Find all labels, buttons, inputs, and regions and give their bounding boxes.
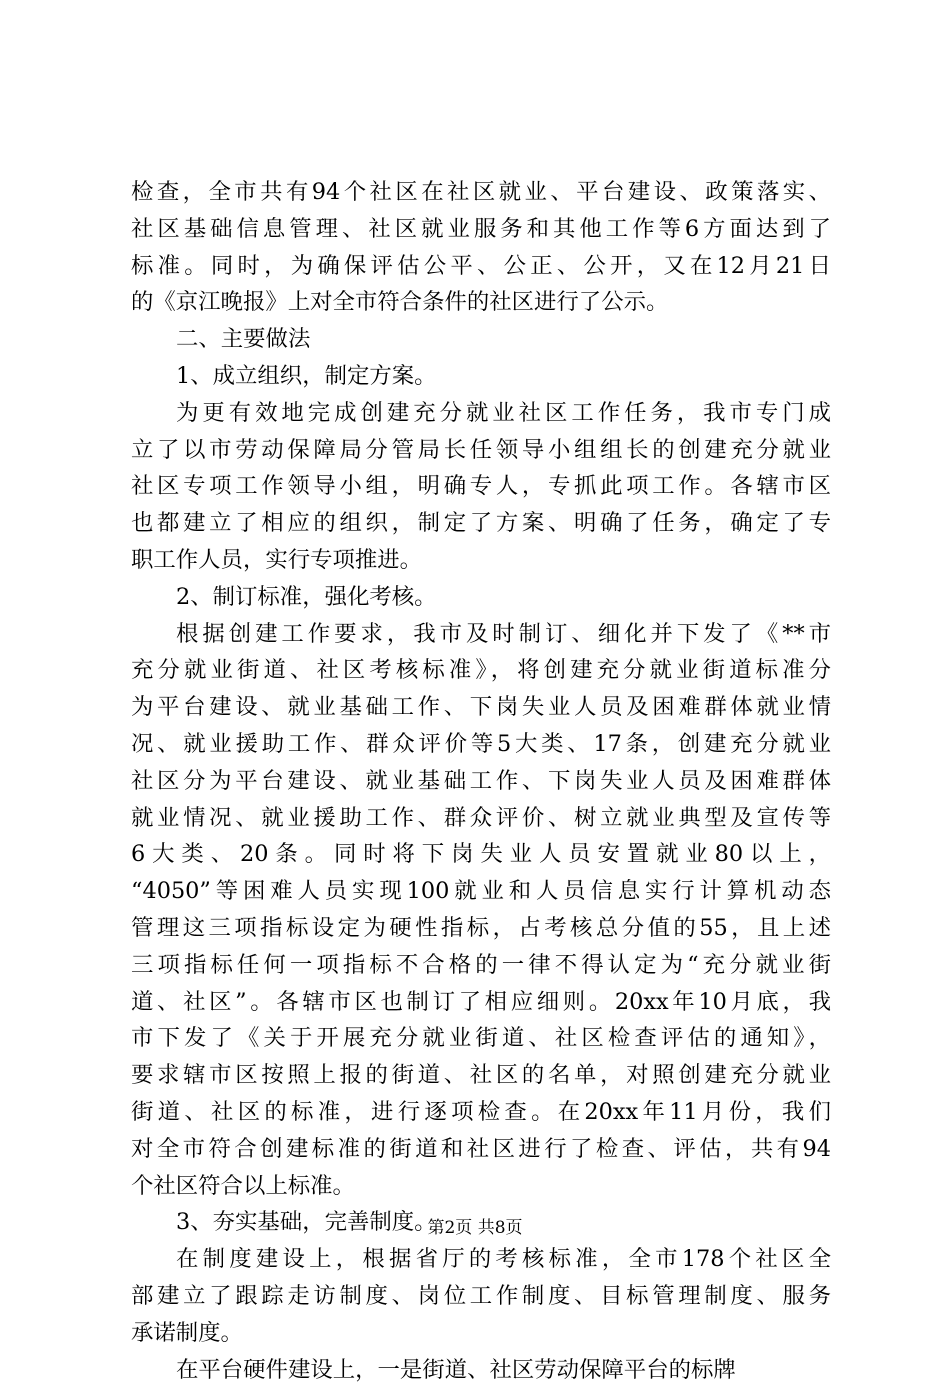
text-line: 2、制订标准，强化考核。 <box>131 579 831 616</box>
text-line: 就业情况、就业援助工作、群众评价、树立就业典型及宣传等 <box>131 800 831 837</box>
text-line: 检查，全市共有94个社区在社区就业、平台建设、政策落实、 <box>131 174 831 211</box>
document-body <box>131 174 831 1388</box>
text-line: 也都建立了相应的组织，制定了方案、明确了任务，确定了专 <box>131 505 831 542</box>
paragraph <box>131 321 831 358</box>
text-line: 根据创建工作要求，我市及时制订、细化并下发了《**市 <box>131 616 831 653</box>
text-line: 为平台建设、就业基础工作、下岗失业人员及困难群体就业情 <box>131 689 831 726</box>
text-line: 管理这三项指标设定为硬性指标，占考核总分值的55，且上述 <box>131 910 831 947</box>
text-line: 三项指标任何一项指标不合格的一律不得认定为“充分就业街 <box>131 947 831 984</box>
text-line: 要求辖市区按照上报的街道、社区的名单，对照创建充分就业 <box>131 1057 831 1094</box>
paragraph <box>131 1352 831 1388</box>
text-line: 职工作人员，实行专项推进。 <box>131 542 831 579</box>
text-line: 部建立了跟踪走访制度、岗位工作制度、目标管理制度、服务 <box>131 1278 831 1315</box>
text-line: 充分就业街道、社区考核标准》，将创建充分就业街道标准分 <box>131 652 831 689</box>
text-line: 为更有效地完成创建充分就业社区工作任务，我市专门成 <box>131 395 831 432</box>
text-line: “4050”等困难人员实现100就业和人员信息实行计算机动态 <box>131 873 831 910</box>
text-line: 的《京江晚报》上对全市符合条件的社区进行了公示。 <box>131 284 831 321</box>
text-line: 社区基础信息管理、社区就业服务和其他工作等6方面达到了 <box>131 211 831 248</box>
paragraph <box>131 358 831 395</box>
text-line: 街道、社区的标准，进行逐项检查。在20xx年11月份，我们 <box>131 1094 831 1131</box>
text-line: 1、成立组织，制定方案。 <box>131 358 831 395</box>
text-line: 市下发了《关于开展充分就业街道、社区检查评估的通知》， <box>131 1020 831 1057</box>
text-line: 社区分为平台建设、就业基础工作、下岗失业人员及困难群体 <box>131 763 831 800</box>
text-line: 对全市符合创建标准的街道和社区进行了检查、评估，共有94 <box>131 1131 831 1168</box>
text-line: 个社区符合以上标准。 <box>131 1168 831 1205</box>
text-line: 立了以市劳动保障局分管局长任领导小组组长的创建充分就业 <box>131 432 831 469</box>
paragraph <box>131 616 831 1205</box>
text-line: 承诺制度。 <box>131 1315 831 1352</box>
text-line: 二、主要做法 <box>131 321 831 358</box>
text-line: 3、夯实基础，完善制度。 <box>131 1204 831 1241</box>
text-line: 道、社区”。各辖市区也制订了相应细则。20xx年10月底，我 <box>131 984 831 1021</box>
text-line: 6大类、20条。同时将下岗失业人员安置就业80以上， <box>131 836 831 873</box>
paragraph <box>131 174 831 321</box>
paragraph <box>131 395 831 579</box>
paragraph <box>131 1241 831 1351</box>
text-line: 社区专项工作领导小组，明确专人，专抓此项工作。各辖市区 <box>131 468 831 505</box>
text-line: 况、就业援助工作、群众评价等5大类、17条，创建充分就业 <box>131 726 831 763</box>
paragraph <box>131 579 831 616</box>
text-line: 标准。同时，为确保评估公平、公正、公开，又在12月21日 <box>131 248 831 285</box>
text-line: 在制度建设上，根据省厅的考核标准，全市178个社区全 <box>131 1241 831 1278</box>
page-footer: 第2页 共8页 <box>0 1216 950 1240</box>
text-line: 在平台硬件建设上，一是街道、社区劳动保障平台的标牌 <box>131 1352 831 1388</box>
